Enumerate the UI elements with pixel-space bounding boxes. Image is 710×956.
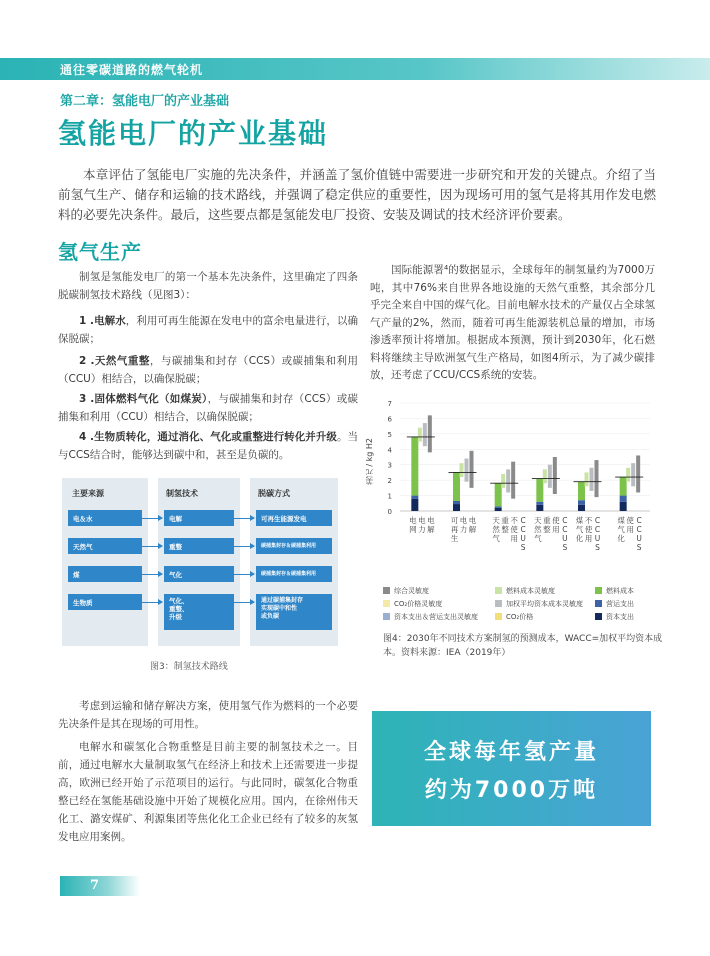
legend-item: [595, 599, 634, 609]
chart-x-tick-label: C: [594, 516, 601, 525]
diagram-decarb-box: 碳捕集封存＆碳捕集利用: [256, 566, 332, 582]
hydrogen-route-diagram: [62, 478, 338, 646]
legend-swatch: [595, 600, 602, 607]
chart-sensitivity-bar: [418, 428, 422, 442]
chart-x-tick-label: 天: [492, 516, 500, 525]
chart-x-tick-label: 用: [584, 534, 593, 543]
chart-bar-segment: [495, 483, 502, 506]
chart-bar-segment: [411, 496, 418, 499]
chart-x-tick-label: C: [520, 516, 526, 525]
chart-x-tick-label: C: [562, 525, 568, 534]
legend-item: [495, 599, 583, 609]
diagram-decarb-box: 碳捕集封存＆碳捕集利用: [256, 538, 332, 554]
chart-x-tick-label: 可: [450, 516, 459, 525]
chart-x-tick-label: 用: [510, 534, 518, 543]
header-band: [0, 58, 710, 80]
chapter-label: 第二章：氢能电厂的产业基础: [60, 94, 230, 109]
diagram-arrow: [234, 546, 254, 547]
list-item: [58, 390, 358, 426]
chart-bar-segment: [495, 506, 502, 508]
diagram-tech-box: 重整: [164, 538, 234, 554]
list-item: [58, 312, 358, 348]
diagram-arrow: [142, 602, 162, 603]
chart-x-tick-label: U: [562, 534, 568, 543]
chart-sensitivity-bar: [465, 459, 469, 482]
intro-paragraph: 本章评估了氢能电厂实施的先决条件，并涵盖了氢价值链中需要进一步研究和开发的关键点。介绍了当前氢气生产、储存和运输的技术路线，并强调了稳定供应的重要性，因为现场可用的氢气是将其用作发电燃料的必要先决条件。最后，这些要点都是氢能发电厂投资、安装及调试的技术经济评价要素。: [58, 167, 656, 222]
callout-line-1: 全球每年氢产量: [423, 740, 599, 765]
chart-x-tick-label: 化: [575, 534, 584, 543]
chart-x-tick-label: C: [520, 525, 526, 534]
chart-x-tick-label: 解: [468, 525, 477, 534]
running-title: 通往零碳道路的燃气轮机: [60, 63, 204, 77]
chart-x-tick-label: C: [636, 525, 642, 534]
chart-bar-segment: [620, 477, 627, 496]
diagram-source-box: 电＆水: [68, 510, 142, 526]
diagram-decarb-box: 可再生能源发电: [256, 510, 332, 526]
right-paragraph-1: 国际能源署⁴的数据显示，全球每年的制氢量约为7000万吨，其中76%来自世界各地设施的天然气重整，其余部分几乎完全来自中国的煤气化。目前电解水技术的产量仅占全球氢气产量的2%，然而，随着可再生能源装机总量的增加，市场渗透率预计将增加。根据成本预测，预计到2030年，化石燃料将继续主导欧洲氢气生产格局，如图4所示，为了减少碳排放，还考虑了CCU/CCS系统的安装。: [370, 264, 655, 381]
chart-x-tick-label: 不: [584, 516, 593, 525]
diagram-head-decarb: 脱碳方式: [258, 489, 290, 498]
chart-x-tick-label: S: [595, 543, 600, 552]
diagram-tech-box: 气化、 重整、 升级: [164, 594, 234, 630]
legend-label: 资本支出: [606, 613, 634, 621]
chart-bar-segment: [536, 505, 543, 511]
list-item-head: 3 .固体燃料气化（如煤炭）: [79, 393, 208, 405]
chart-x-tick-label: 重: [543, 516, 551, 525]
diagram-head-sources: 主要来源: [72, 489, 104, 498]
chart-sensitivity-bar: [470, 451, 474, 488]
chart-x-tick-label: 不: [510, 516, 518, 525]
callout-line-2: 约为7000万吨: [424, 778, 599, 803]
chart-sensitivity-bar: [590, 468, 594, 491]
chart-x-tick-label: 电: [459, 516, 468, 525]
chart-sensitivity-bar: [553, 457, 557, 494]
legend-label: 燃料成本: [606, 587, 634, 595]
chart-x-tick-label: 网: [409, 525, 417, 534]
chart-bar-segment: [495, 508, 502, 511]
chart-x-tick-label: 煤: [617, 516, 625, 525]
diagram-arrow: [234, 518, 254, 519]
list-item-text: ，利用可再生能源在发电中的富余电量进行，以确保脱碳；: [58, 315, 358, 345]
chart-sensitivity-bar: [511, 462, 515, 499]
figure-4-caption: 图4：2030年不同技术方案制氢的预测成本，WACC=加权平均资本成本。资料来源：IEA（2019年）: [383, 634, 663, 658]
chart-x-tick-label: 整: [501, 525, 509, 534]
chart-x-tick-label: 使: [510, 525, 518, 534]
list-item-text: ，与碳捕集和封存（CCS）或碳捕集和利用（CCU）相结合，以确保脱碳；: [58, 393, 359, 423]
chart-x-tick-label: 使: [552, 516, 560, 525]
left-paragraph-2: 考虑到运输和储存解决方案，使用氢气作为燃料的一个必要先决条件是其在现场的可用性。: [58, 700, 358, 730]
chart-x-tick-label: S: [636, 543, 642, 552]
legend-swatch: [595, 587, 602, 594]
legend-item: [495, 612, 533, 622]
chart-y-axis-label: 美元 / kg H2: [365, 438, 374, 486]
chart-bar-segment: [578, 482, 585, 501]
diagram-source-box: 天然气: [68, 538, 142, 554]
chart-bar-segment: [620, 502, 627, 511]
list-item-head: 2 .天然气重整: [79, 355, 150, 367]
legend-item: [495, 586, 555, 596]
chart-sensitivity-bar: [501, 474, 505, 488]
chart-x-tick-label: 然: [534, 525, 542, 534]
chart-y-tick-label: 5: [387, 430, 392, 439]
chart-bar-segment: [578, 505, 585, 511]
chart-sensitivity-bar: [626, 468, 630, 482]
footer-band: [60, 876, 140, 896]
left-paragraph-1: 制氢是氢能发电厂的第一个基本先决条件，这里确定了四条脱碳制氢技术路线（见图3）：: [58, 271, 358, 301]
chart-x-tick-label: S: [520, 543, 526, 552]
legend-item: [383, 586, 429, 596]
chart-sensitivity-bar: [548, 465, 552, 488]
legend-swatch: [383, 587, 390, 594]
list-item: [58, 352, 358, 388]
legend-swatch: [495, 587, 502, 594]
chart-x-tick-label: 力: [459, 525, 468, 534]
chart-x-tick-label: 使: [626, 516, 634, 525]
legend-label: CO₂价格: [506, 613, 534, 621]
chart-x-tick-label: 再: [450, 525, 459, 534]
legend-swatch: [595, 613, 602, 620]
chart-x-tick-label: 电: [418, 516, 426, 525]
diagram-arrow: [234, 602, 254, 603]
chart-x-tick-label: 气: [575, 525, 584, 534]
chart-sensitivity-bar: [595, 460, 599, 497]
list-item: [58, 428, 358, 464]
chart-x-tick-label: 使: [584, 525, 593, 534]
chart-x-tick-label: 重: [501, 516, 509, 525]
chart-x-tick-label: 气: [617, 525, 625, 534]
figure-3-caption: 图3：制氢技术路线: [150, 662, 228, 672]
legend-item: [383, 599, 442, 609]
chart-y-tick-label: 2: [387, 477, 392, 486]
legend-item: [595, 586, 634, 596]
page-title: 氢能电厂的产业基础: [58, 117, 329, 150]
cost-chart: [370, 395, 660, 585]
legend-label: CO₂价格灵敏度: [394, 600, 443, 608]
chart-x-tick-label: 然: [492, 525, 500, 534]
chart-x-tick-label: U: [594, 534, 601, 543]
legend-label: 资本支出＆营运支出灵敏度: [394, 613, 478, 621]
chart-x-tick-label: C: [562, 516, 568, 525]
section-title: 氢气生产: [58, 240, 142, 264]
chart-y-tick-label: 6: [387, 415, 392, 424]
legend-swatch: [495, 600, 502, 607]
chart-y-tick-label: 0: [387, 508, 392, 516]
chart-x-tick-label: 整: [543, 525, 551, 534]
legend-label: 加权平均资本成本灵敏度: [506, 600, 583, 608]
legend-item: [383, 612, 478, 622]
legend-swatch: [383, 600, 390, 607]
diagram-head-techs: 制氢技术: [166, 489, 198, 498]
chart-x-tick-label: C: [594, 525, 601, 534]
legend-label: 燃料成本灵敏度: [506, 587, 555, 595]
chart-y-tick-label: 1: [387, 492, 392, 501]
diagram-column-sources: [62, 478, 148, 646]
chart-bar-segment: [578, 500, 585, 505]
chart-sensitivity-bar: [631, 463, 635, 486]
chart-x-tick-label: S: [562, 543, 568, 552]
legend-label: 综合灵敏度: [394, 587, 429, 595]
legend-swatch: [495, 613, 502, 620]
chart-bar-segment: [536, 502, 543, 505]
chart-sensitivity-bar: [506, 469, 510, 492]
chart-sensitivity-bar: [460, 463, 464, 477]
chart-x-tick-label: 力: [418, 525, 426, 534]
key-figure-callout: [372, 711, 651, 826]
left-paragraph-3: 电解水和碳氢化合物重整是目前主要的制氢技术之一。目前，通过电解水大量制取氢气在经济上和技术上还需要进一步提高，欧洲已经开始了示范项目的运行。与此同时，碳氢化合物重整已经在氢能基础设施中开始了规模化应用。国内，在徐州伟天化工、潞安煤矿、利源集团等焦化化工企业已经有了较多的灰氢发电应用案例。: [58, 741, 358, 843]
chart-x-tick-label: C: [636, 516, 642, 525]
diagram-arrow: [142, 518, 162, 519]
chart-x-tick-label: 生: [450, 534, 459, 543]
chart-x-tick-label: 化: [617, 534, 625, 543]
chart-x-tick-label: 电: [468, 516, 477, 525]
chart-x-tick-label: 电: [409, 516, 417, 525]
chart-x-tick-label: 气: [534, 534, 542, 543]
chart-sensitivity-bar: [423, 423, 427, 446]
chart-bar-segment: [411, 499, 418, 511]
chart-bar-segment: [453, 501, 460, 504]
chart-x-tick-label: U: [636, 534, 642, 543]
chart-sensitivity-bar: [428, 415, 432, 452]
legend-item: [595, 612, 634, 622]
chart-x-tick-label: 煤: [575, 516, 584, 525]
diagram-source-box: 煤: [68, 566, 142, 582]
list-item-head: 4 .生物质转化，通过消化、气化或重整进行转化并升级: [79, 431, 337, 443]
chart-x-tick-label: 电: [427, 516, 435, 525]
page-number: 7: [90, 878, 100, 893]
chart-y-tick-label: 4: [387, 446, 392, 455]
chart-sensitivity-bar: [543, 469, 547, 483]
chart-bar-segment: [453, 472, 460, 501]
list-item-head: 1 .电解水: [79, 315, 126, 327]
chart-x-tick-label: 气: [492, 534, 500, 543]
chart-y-tick-label: 7: [387, 400, 392, 408]
diagram-tech-box: 电解: [164, 510, 234, 526]
diagram-arrow: [142, 546, 162, 547]
diagram-arrow: [234, 574, 254, 575]
list-item-text: 。当与CCS结合时，能够达到碳中和，甚至是负碳的。: [58, 431, 358, 461]
chart-bar-segment: [453, 504, 460, 511]
diagram-tech-box: 气化: [164, 566, 234, 582]
chart-x-tick-label: U: [520, 534, 526, 543]
diagram-source-box: 生物质: [68, 594, 142, 610]
chart-sensitivity-bar: [636, 455, 640, 492]
chart-x-tick-label: 用: [626, 525, 634, 534]
chart-sensitivity-bar: [585, 472, 589, 486]
diagram-decarb-box: 通过碳捕集封存 实现碳中和性 或负碳: [256, 594, 332, 630]
list-item-text: ，与碳捕集和封存（CCS）或碳捕集和利用（CCU）相结合，以确保脱碳；: [58, 355, 359, 385]
legend-swatch: [383, 613, 390, 620]
diagram-arrow: [142, 574, 162, 575]
chart-bar-segment: [411, 437, 418, 496]
chart-x-tick-label: 用: [552, 525, 560, 534]
chart-bar-segment: [536, 479, 543, 502]
chart-x-tick-label: 解: [427, 525, 435, 534]
legend-label: 营运支出: [606, 600, 634, 608]
chart-y-tick-label: 3: [387, 461, 392, 470]
chart-bar-segment: [620, 496, 627, 502]
chart-x-tick-label: 天: [534, 516, 542, 525]
